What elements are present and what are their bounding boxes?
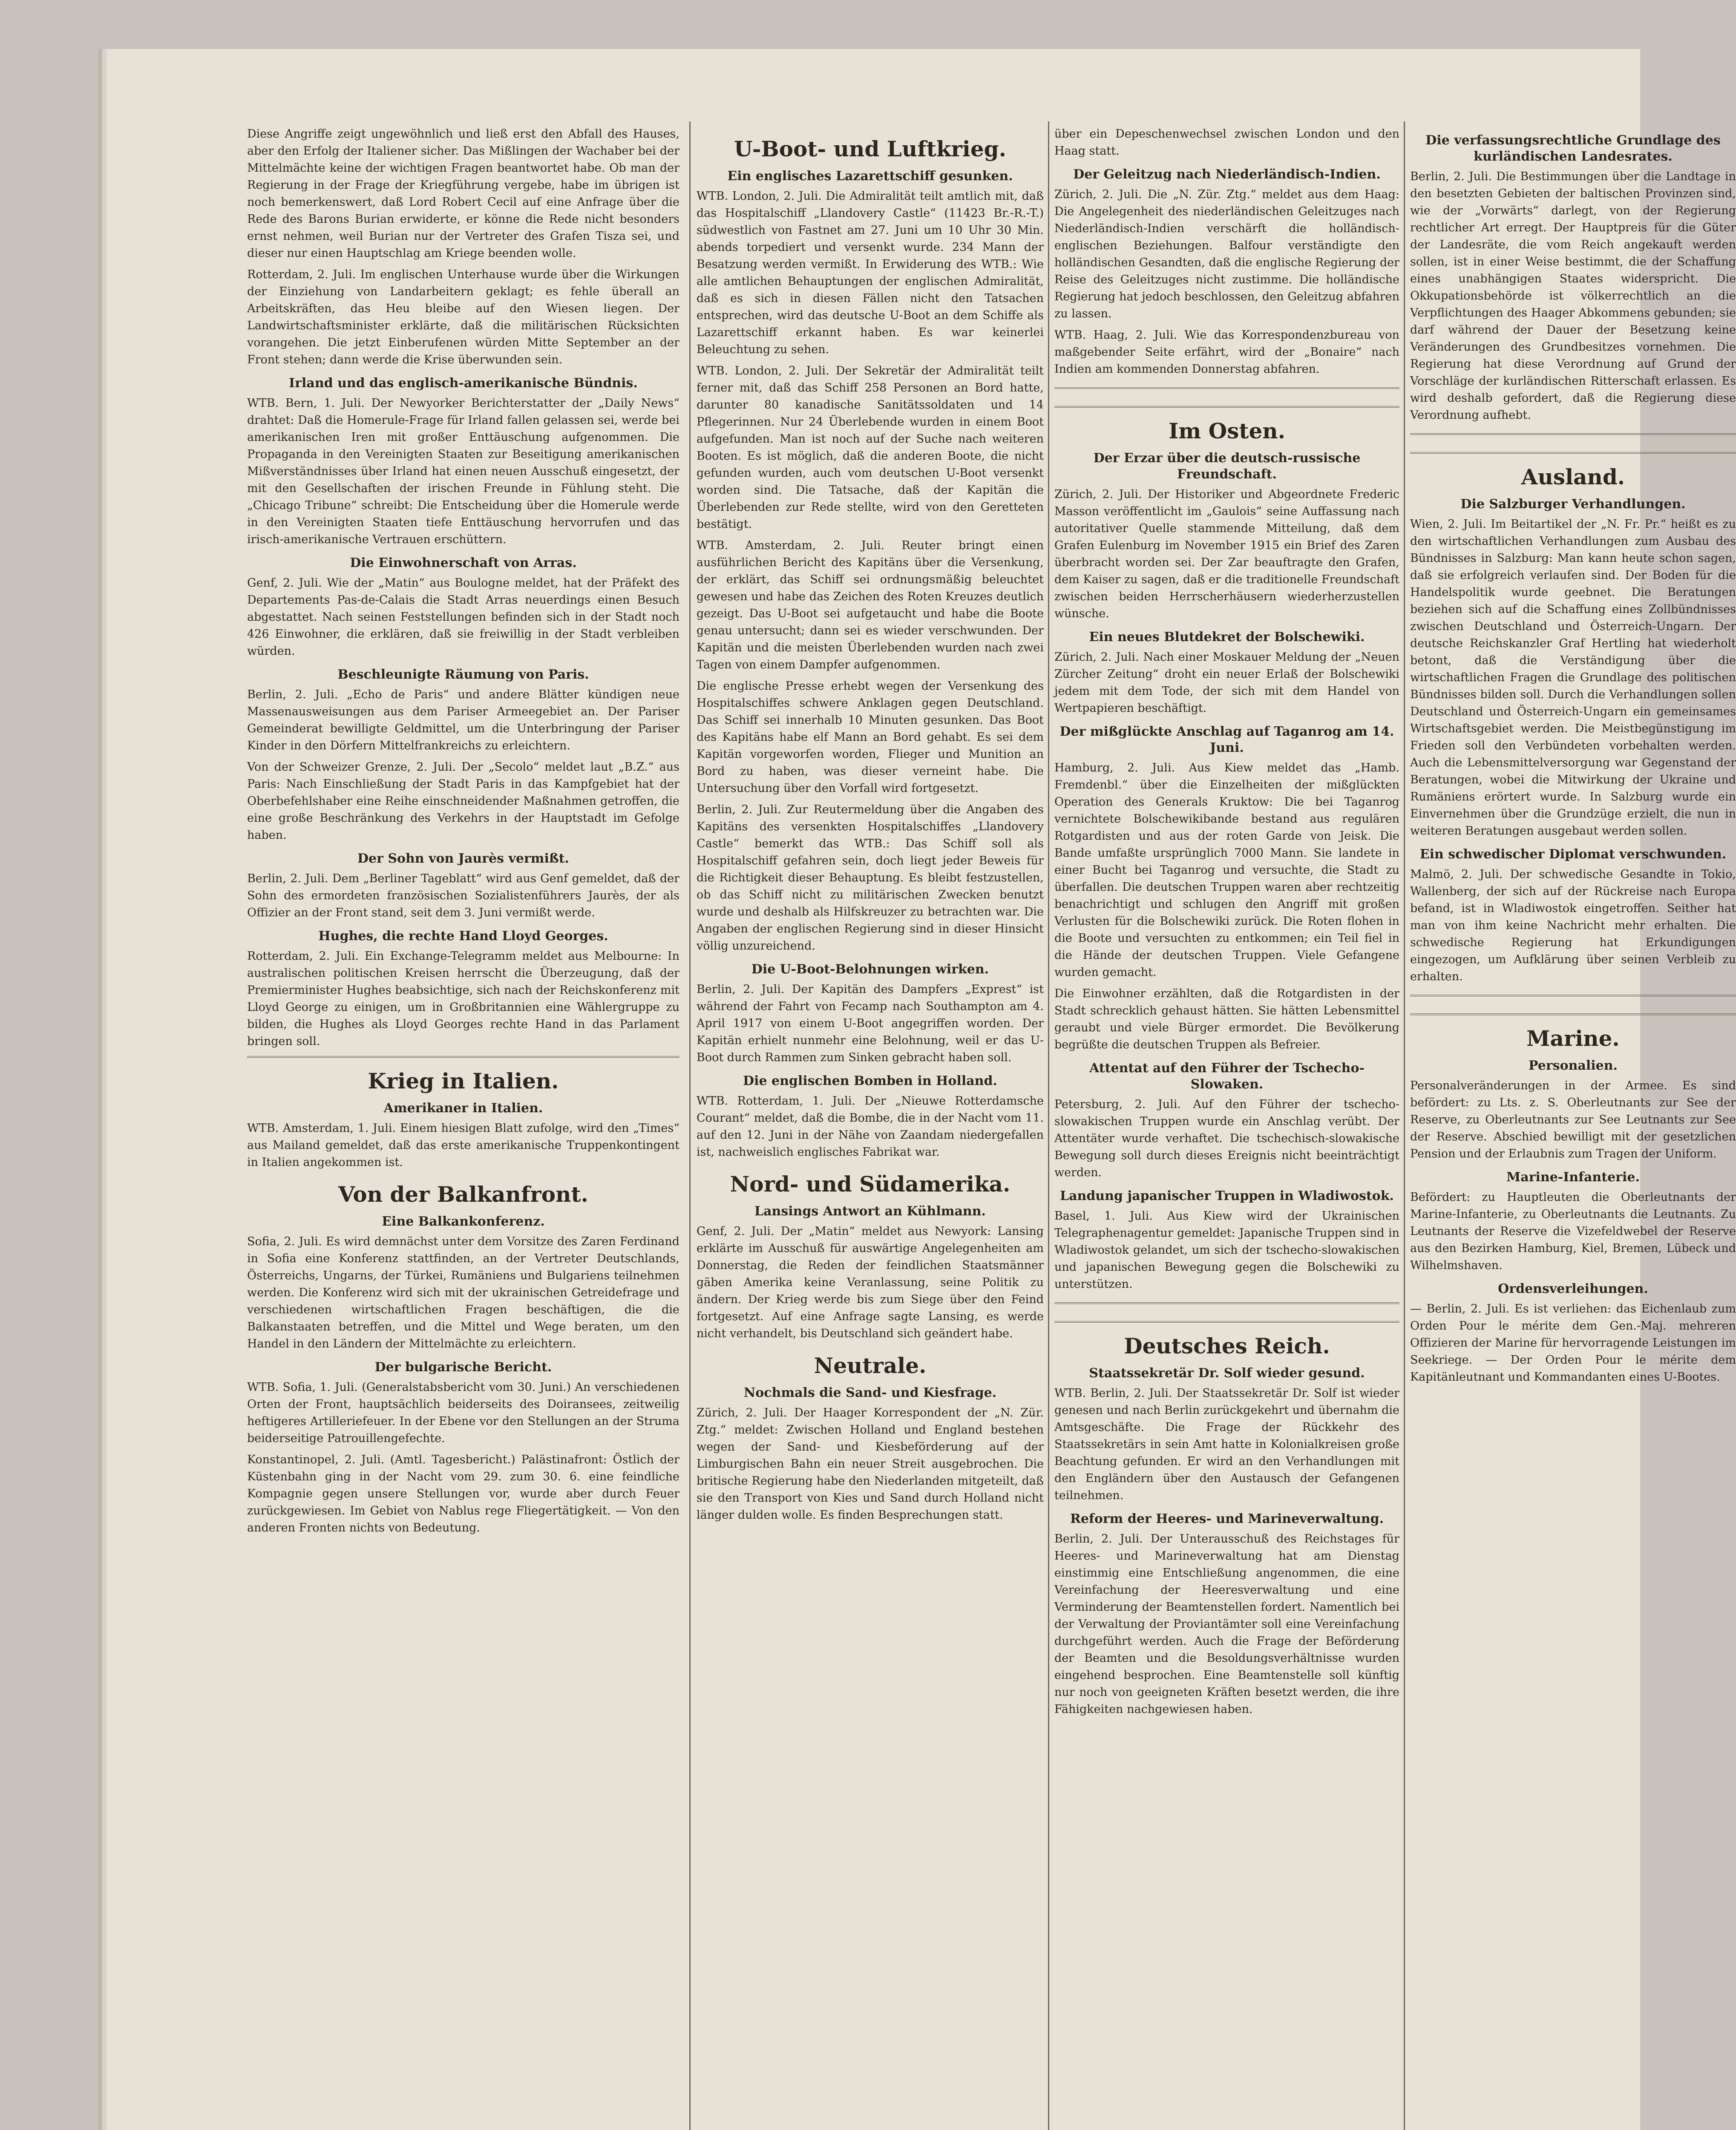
- subheading: Staatssekretär Dr. Solf wieder gesund.: [1089, 1366, 1365, 1381]
- heading-bar: [1054, 1302, 1399, 1323]
- section-heading: Krieg in Italien.: [368, 1068, 559, 1094]
- subheading: Reform der Heeres- und Marineverwaltung.: [1070, 1511, 1384, 1526]
- heading-bar: [1054, 387, 1399, 408]
- subheading: Die Einwohnerschaft von Arras.: [350, 556, 577, 570]
- section-heading: Marine.: [1526, 1026, 1620, 1051]
- article-paragraph: WTB. Amsterdam, 1. Juli. Einem hiesigen Blatt zufolge, wird den „Times“ aus Mailand gemeldet, daß das erste amerikanische Truppenkontingent in Italien angekommen ist.: [247, 1122, 679, 1169]
- subheading: Hughes, die rechte Hand Lloyd Georges.: [318, 929, 608, 944]
- article-paragraph: Berlin, 2. Juli. „Echo de Paris“ und andere Blätter kündigen neue Massenausweisungen aus dem Pariser Armeegebiet an. Der Pariser Gemeinderat bewilligte Geldmittel, um die Unterbringung der Pariser Kinder in den Dörfern Mittelfrankreichs zu erleichtern.: [247, 688, 679, 752]
- column-rule: [1048, 121, 1049, 2130]
- article-paragraph: Zürich, 2. Juli. Nach einer Moskauer Meldung der „Neuen Zürcher Zeitung“ droht ein neuer Erlaß der Bolschewiki jedem mit dem Tode, der sich mit dem Handel von Wertpapieren beschäftigt.: [1054, 651, 1399, 715]
- article-paragraph: Berlin, 2. Juli. Der Unterausschuß des Reichstages für Heeres- und Marineverwaltung hat am Dienstag einstimmig eine Entschließung angenommen, die eine Vereinfachung der Heeresverwaltung und eine Verminderung der Beamtenstellen fordert. Namentlich bei der Verwaltung der Proviantämter soll eine Vereinfachung durchgeführt werden. Auch die Frage der Beförderung der Beamten und die Besoldungsverhältnisse wurden eingehend besprochen. Eine Beamtenstelle soll künftig nur noch von geeigneten Kräften besetzt werden, die ihre Fähigkeiten nachgewiesen haben.: [1054, 1532, 1399, 1716]
- column-rule: [1404, 121, 1405, 2130]
- article-paragraph: Berlin, 2. Juli. Die Bestimmungen über die Landtage in den besetzten Gebieten der baltischen Provinzen sind, wie der „Vorwärts“ darlegt, von der Regierung rechtlicher Art erregt. Der Hauptpreis für die Güter der Landesräte, die vom Reich angekauft werden sollen, ist in einer Weise bestimmt, die der Schaffung eines unabhängigen Staates widerspricht. Die Okkupationsbehörde ist völkerrechtlich an die Verpflichtungen des Haager Abkommens gebunden; sie darf während der Dauer der Besetzung keine Veränderungen des Grundbesitzes vornehmen. Die Regierung hat diese Verordnung auf Grund der Vorschläge der kurländischen Ritterschaft erlassen. Es wird deshalb gefordert, daß die Regierung diese Verordnung aufhebt.: [1410, 170, 1736, 422]
- article-paragraph: WTB. London, 2. Juli. Der Sekretär der Admiralität teilt ferner mit, daß das Schiff 258 Personen an Bord hatte, darunter 80 kanadische Sanitätssoldaten und 14 Pflegerinnen. Nur 24 Überlebende wurden in einem Boot aufgefunden. Man ist noch auf der Suche nach weiteren Booten. Es ist möglich, daß die anderen Boote, die nicht gefunden wurden, auch vom deutschen U-Boot versenkt worden sind. Die Tatsache, daß der Kapitän die Überlebenden zur Rede stellte, wird von den Geretteten bestätigt.: [697, 364, 1044, 531]
- article-paragraph: Befördert: zu Hauptleuten die Oberleutnants der Marine-Infanterie, zu Oberleutnants die Leutnants. Zu Leutnants der Reserve die Vizefeldwebel der Reserve aus den Bezirken Hamburg, Kiel, Bremen, Lübeck und Wilhelmshaven.: [1410, 1191, 1736, 1272]
- subheading: Die englischen Bomben in Holland.: [743, 1074, 997, 1088]
- article-paragraph: Berlin, 2. Juli. Zur Reutermeldung über die Angaben des Kapitäns des versenkten Hospitalschiffes „Llandovery Castle“ bemerkt das WTB.: Das Schiff soll als Hospitalschiff gefahren sein, doch liegt jeder Beweis für die Richtigkeit dieser Behauptung. Es bleibt festzustellen, ob das Schiff nicht zu militärischen Zwecken benutzt wurde und deshalb als Hilfskreuzer zu betrachten war. Die Angaben der englischen Regierung sind in dieser Hinsicht völlig unzureichend.: [697, 803, 1044, 953]
- subheading: Amerikaner in Italien.: [383, 1101, 543, 1116]
- subheading: Irland und das englisch-amerikanische Bündnis.: [289, 376, 638, 391]
- subheading: Beschleunigte Räumung von Paris.: [337, 667, 589, 682]
- article-paragraph: WTB. Amsterdam, 2. Juli. Reuter bringt einen ausführlichen Bericht des Kapitäns über die Versenkung, der erklärt, das Schiff sei ordnungsmäßig beleuchtet gewesen und habe das Zeichen des Roten Kreuzes deutlich gezeigt. Das U-Boot sei aufgetaucht und habe die Boote genau untersucht; dann sei es wieder verschwunden. Der Kapitän und die meisten Überlebenden wurden nach zwei Tagen von einem Dampfer aufgenommen.: [697, 539, 1044, 671]
- article-paragraph: Zürich, 2. Juli. Der Historiker und Abgeordnete Frederic Masson veröffentlicht im „Gaulois“ seine Auffassung nach autoritativer Quelle stammende Mitteilung, daß dem Grafen Eulenburg im November 1915 ein Brief des Zaren überbracht worden sei. Der Zar beauftragte den Grafen, dem Kaiser zu sagen, daß er die traditionelle Freundschaft zwischen beiden Herrscherhäusern wiederherzustellen wünsche.: [1054, 488, 1399, 620]
- subheading: Ein schwedischer Diplomat verschwunden.: [1419, 847, 1727, 862]
- subheading: Der bulgarische Bericht.: [374, 1360, 552, 1375]
- subheading: Personalien.: [1529, 1058, 1618, 1073]
- heading-bar: [1410, 433, 1736, 454]
- subheading: Landung japanischer Truppen in Wladiwostok.: [1059, 1189, 1394, 1203]
- article-paragraph: Genf, 2. Juli. Wie der „Matin“ aus Boulogne meldet, hat der Präfekt des Departements Pas-de-Calais die Stadt Arras neuerdings einen Besuch abgestattet. Nach seinen Feststellungen befinden sich in der Stadt noch 426 Einwohner, die erklären, daß sie freiwillig in der Stadt verbleiben würden.: [247, 576, 679, 658]
- column-4: [1410, 126, 1736, 1386]
- article-paragraph: Petersburg, 2. Juli. Auf den Führer der tschecho-slowakischen Truppen wurde ein Anschlag verübt. Der Attentäter wurde verhaftet. Die tschechisch-slowakische Bewegung soll durch dieses Ereignis nicht beeinträchtigt werden.: [1054, 1098, 1399, 1179]
- article-paragraph: Hamburg, 2. Juli. Aus Kiew meldet das „Hamb. Fremdenbl.“ über die Einzelheiten der mißglückten Operation des Generals Kruktow: Die bei Taganrog vernichtete Bolschewikibande bestand aus regulären Rotgardisten und aus der roten Garde von Jeisk. Die Bande umfaßte ursprünglich 7000 Mann. Sie landete in einer Bucht bei Taganrog und versuchte, die Stadt zu überfallen. Die deutschen Truppen waren aber rechtzeitig benachrichtigt und schlugen den Angriff mit großen Verlusten für die Bolschewiki zurück. Die Roten flohen in die Boote und versuchten zu entkommen; ein Teil fiel in die Hände der deutschen Truppen. Viele Gefangene wurden gemacht.: [1054, 761, 1399, 979]
- subheading: Marine-Infanterie.: [1506, 1170, 1640, 1185]
- article-paragraph: WTB. Sofia, 1. Juli. (Generalstabsbericht vom 30. Juni.) An verschiedenen Orten der Front, hauptsächlich beiderseits des Doiransees, zeitweilig heftigeres Artilleriefeuer. In der Ebene vor den Stellungen an der Struma beiderseitige Patrouillengefechte.: [247, 1381, 679, 1445]
- article-paragraph: Diese Angriffe zeigt ungewöhnlich und ließ erst den Abfall des Hauses, aber den Erfolg der Italiener sicher. Das Mißlingen der Wachaber bei der Mittelmächte keine der wichtigen Fragen beantwortet habe. Ob man der Regierung in der Frage der Kriegführung vergebe, habe im übrigen ist noch bemerkenswert, daß Lord Robert Cecil auf eine Anfrage über die Rede des Barons Burian erwiderte, er könne die Rede nicht besonders ernst nehmen, weil Burian nur der Vertreter des Grafen Tisza sei, und dieser nur einen Hauptschlag am Kriege beenden wolle.: [247, 127, 679, 260]
- subheading: Die U-Boot-Belohnungen wirken.: [751, 962, 989, 977]
- article-paragraph: Genf, 2. Juli. Der „Matin“ meldet aus Newyork: Lansing erklärte im Ausschuß für auswärtige Angelegenheiten am Donnerstag, die Reden der feindlichen Staatsmänner gäben Amerika keine Veranlassung, seine Politik zu ändern. Der Krieg werde bis zum Siege über den Feind fortgesetzt. Auf eine Anfrage sagte Lansing, es werde nicht verhandelt, bis Deutschland sich geändert habe.: [697, 1225, 1044, 1340]
- section-divider: [247, 1056, 679, 1058]
- subheading: Ein englisches Lazarettschiff gesunken.: [727, 169, 1013, 184]
- subheading: Die verfassungsrechtliche Grundlage des kurländischen Landesrates.: [1425, 133, 1721, 164]
- subheading: Ein neues Blutdekret der Bolschewiki.: [1089, 630, 1365, 645]
- section-heading: Nord- und Südamerika.: [730, 1172, 1011, 1197]
- subheading: Lansings Antwort an Kühlmann.: [754, 1204, 986, 1219]
- article-paragraph: Die englische Presse erhebt wegen der Versenkung des Hospitalschiffes schwere Anklagen gegen Deutschland. Das Schiff sei innerhalb 10 Minuten gesunken. Das Boot des Kapitäns habe elf Mann an Bord gehabt. Es sei dem Kapitän vorgeworfen worden, Flieger und Munition an Bord zu haben, was dieser verneint habe. Die Untersuchung über den Vorfall wird fortgesetzt.: [697, 679, 1044, 795]
- column-3: [1054, 126, 1399, 1718]
- article-paragraph: Zürich, 2. Juli. Die „N. Zür. Ztg.“ meldet aus dem Haag: Die Angelegenheit des niederländischen Geleitzuges nach Niederländisch-Indien verschärft die holländisch-englischen Beziehungen. Balfour verständigte den holländischen Gesandten, daß die englische Regierung der Reise des Geleitzuges nicht zustimme. Die holländische Regierung hat jedoch beschlossen, den Geleitzug abfahren zu lassen.: [1054, 188, 1399, 320]
- article-paragraph: Wien, 2. Juli. Im Beitartikel der „N. Fr. Pr.“ heißt es zu den wirtschaftlichen Verhandlungen zum Ausbau des Bündnisses in Salzburg: Man kann heute schon sagen, daß sie erfolgreich verlaufen sind. Der Boden für die Handelspolitik wurde geebnet. Die Beratungen beziehen sich auf die Schaffung eines Zollbündnisses zwischen Deutschland und Österreich-Ungarn. Der deutsche Reichskanzler Graf Hertling hat wiederholt betont, daß die Verständigung über die wirtschaftlichen Fragen die Grundlage des politischen Bündnisses bilden soll. Durch die Verhandlungen sollen Deutschland und Österreich-Ungarn ein gemeinsames Wirtschaftsgebiet werden. Die Meistbegünstigung im Frieden soll den Verbündeten vorbehalten werden. Auch die Lebensmittelversorgung war Gegenstand der Beratungen, wobei die Mitwirkung der Ukraine und Rumäniens erörtert wurde. In Salzburg wurde ein Einvernehmen über die Grundzüge erzielt, die nun in weiteren Beratungen ausgebaut werden sollen.: [1410, 518, 1736, 838]
- article-paragraph: Berlin, 2. Juli. Der Kapitän des Dampfers „Exprest“ ist während der Fahrt von Fecamp nach Southampton am 4. April 1917 von einem U-Boot angegriffen worden. Der Kapitän erhielt nunmehr eine Belohnung, weil er das U-Boot durch Rammen zum Sinken gebracht haben soll.: [697, 983, 1044, 1064]
- article-paragraph: über ein Depeschenwechsel zwischen London und den Haag statt.: [1054, 127, 1399, 158]
- section-heading: Ausland.: [1521, 464, 1625, 489]
- column-2: [697, 126, 1044, 1524]
- article-paragraph: WTB. Berlin, 2. Juli. Der Staatssekretär Dr. Solf ist wieder genesen und nach Berlin zurückgekehrt und übernahm die Amtsgeschäfte. Die Frage der Rückkehr des Staatssekretärs in sein Amt hatte in Kolonialkreisen große Beachtung gefunden. Er wird an den Verhandlungen mit den Engländern über den Austausch der Gefangenen teilnehmen.: [1054, 1387, 1399, 1502]
- article-paragraph: Sofia, 2. Juli. Es wird demnächst unter dem Vorsitze des Zaren Ferdinand in Sofia eine Konferenz stattfinden, an der Vertreter Deutschlands, Österreichs, Ungarns, der Türkei, Rumäniens und Bulgariens teilnehmen werden. Die Konferenz wird sich mit der ukrainischen Getreidefrage und verschiedenen wirtschaftlichen Fragen beschäftigen, die die Balkanstaaten betreffen, und die Mittel und Wege beraten, um den Handel in den Ländern der Mittelmächte zu erleichtern.: [247, 1235, 679, 1350]
- article-paragraph: Zürich, 2. Juli. Der Haager Korrespondent der „N. Zür. Ztg.“ meldet: Zwischen Holland und England bestehen wegen der Sand- und Kiesbeförderung auf der Limburgischen Bahn ein neuer Streit ausgebrochen. Die britische Regierung habe den Niederlanden mitgeteilt, daß sie den Transport von Kies und Sand durch Holland nicht länger dulden wolle. Es finden Besprechungen statt.: [697, 1406, 1044, 1522]
- article-paragraph: Malmö, 2. Juli. Der schwedische Gesandte in Tokio, Wallenberg, der sich auf der Rückreise nach Europa befand, ist in Wladiwostok eingetroffen. Seither hat man von ihm keine Nachricht mehr erhalten. Die schwedische Regierung hat Erkundigungen eingezogen, um Aufklärung über seinen Verbleib zu erhalten.: [1410, 868, 1736, 983]
- article-paragraph: Rotterdam, 2. Juli. Ein Exchange-Telegramm meldet aus Melbourne: In australischen politischen Kreisen herrscht die Überzeugung, daß der Premierminister Hughes beabsichtige, sich nach der Reichskonferenz mit Lloyd George zu einigen, um in Großbritannien eine Wählergruppe zu bilden, die Hughes als Lloyd Georges rechte Hand in das Parlament bringen soll.: [247, 950, 679, 1048]
- subheading: Eine Balkankonferenz.: [382, 1214, 545, 1229]
- article-paragraph: Basel, 1. Juli. Aus Kiew wird der Ukrainischen Telegraphenagentur gemeldet: Japanische Truppen sind in Wladiwostok gelandet, um sich der tschecho-slowakischen und japanischen Bewegung gegen die Bolschewiki zu unterstützen.: [1054, 1209, 1399, 1291]
- column-rule: [689, 121, 691, 2130]
- section-heading: Deutsches Reich.: [1124, 1333, 1330, 1359]
- article-paragraph: Rotterdam, 2. Juli. Im englischen Unterhause wurde über die Wirkungen der Einziehung von Landarbeitern geklagt; es fehle überall an Arbeitskräften, das Heu bleibe auf den Wiesen liegen. Der Landwirtschaftsminister erklärte, daß die militärischen Rücksichten vorangehen. Die jetzt Einberufenen würden Mitte September an der Front stehen; dann werde die Krise überwunden sein.: [247, 268, 679, 366]
- column-1: [247, 126, 679, 1537]
- article-paragraph: WTB. London, 2. Juli. Die Admiralität teilt amtlich mit, daß das Hospitalschiff „Llandovery Castle“ (11423 Br.-R.-T.) südwestlich von Fastnet am 27. Juni um 10 Uhr 30 Min. abends torpediert und versenkt wurde. 234 Mann der Besatzung werden vermißt. In Erwiderung des WTB.: Wie alle amtlichen Behauptungen der englischen Admiralität, daß es sich in diesen Fällen nicht den Tatsachen entsprechen, wird das deutsche U-Boot an dem Schiffe als Lazarettschiff erkannt haben. Es war keinerlei Beleuchtung zu sehen.: [697, 190, 1044, 356]
- subheading: Der Erzar über die deutsch-russische Freundschaft.: [1093, 451, 1361, 482]
- article-paragraph: — Berlin, 2. Juli. Es ist verliehen: das Eichenlaub zum Orden Pour le mérite dem Gen.-Maj. mehreren Offizieren der Marine für hervorragende Leistungen im Seekriege. — Der Orden Pour le mérite dem Kapitänleutnant und Kommandanten eines U-Bootes.: [1410, 1302, 1736, 1384]
- subheading: Der Sohn von Jaurès vermißt.: [357, 851, 570, 866]
- section-heading: Im Osten.: [1168, 418, 1286, 443]
- article-paragraph: WTB. Rotterdam, 1. Juli. Der „Nieuwe Rotterdamsche Courant“ meldet, daß die Bombe, die in der Nacht vom 11. auf den 12. Juni in der Nähe von Zaandam niedergefallen ist, nachweislich englisches Fabrikat war.: [697, 1094, 1044, 1159]
- subheading: Die Salzburger Verhandlungen.: [1460, 497, 1686, 512]
- article-paragraph: Von der Schweizer Grenze, 2. Juli. Der „Secolo“ meldet laut „B.Z.“ aus Paris: Nach Einschließung der Stadt Paris in das Kampfgebiet hat der Oberbefehlshaber eine Reihe einschneidender Maßnahmen getroffen, die eine große Beschränkung des Verkehrs in der Hauptstadt im Gefolge haben.: [247, 760, 679, 842]
- section-heading: Von der Balkanfront.: [338, 1182, 588, 1207]
- section-heading: Neutrale.: [814, 1353, 927, 1378]
- subheading: Der mißglückte Anschlag auf Taganrog am 14. Juni.: [1059, 724, 1394, 755]
- newspaper-page: [107, 49, 1736, 2130]
- section-heading: U-Boot- und Luftkrieg.: [734, 136, 1007, 161]
- subheading: Attentat auf den Führer der Tschecho-Slowaken.: [1089, 1061, 1365, 1092]
- article-paragraph: WTB. Haag, 2. Juli. Wie das Korrespondenzbureau von maßgebender Seite erfährt, wird der „Bonaire“ nach Indien am kommenden Donnerstag abfahren.: [1054, 328, 1399, 376]
- article-paragraph: WTB. Bern, 1. Juli. Der Newyorker Berichterstatter der „Daily News“ drahtet: Daß die Homerule-Frage für Irland fallen gelassen sei, werde bei amerikanischen Iren mit großer Enttäuschung aufgenommen. Die Propaganda in den Vereinigten Staaten zur Beseitigung amerikanischen Mißverständnisses über Irland hat einen neuen Ausschuß eingesetzt, der mit den Gesellschaften der irischen Freunde in Fühlung steht. Die „Chicago Tribune“ schreibt: Die Entscheidung über die Homerule werde in den Vereinigten Staaten tiefe Enttäuschung hervorrufen und das irisch-amerikanische Vertrauen erschüttern.: [247, 397, 679, 546]
- article-paragraph: Berlin, 2. Juli. Dem „Berliner Tageblatt“ wird aus Genf gemeldet, daß der Sohn des ermordeten französischen Sozialistenführers Jaurès, der als Offizier an der Front stand, seit dem 3. Juni vermißt werde.: [247, 872, 679, 919]
- subheading: Ordensverleihungen.: [1498, 1281, 1648, 1296]
- subheading: Der Geleitzug nach Niederländisch-Indien.: [1073, 167, 1381, 182]
- article-paragraph: Konstantinopel, 2. Juli. (Amtl. Tagesbericht.) Palästinafront: Östlich der Küstenbahn ging in der Nacht vom 29. zum 30. 6. eine feindliche Kompagnie gegen unsere Stellungen vor, wurde aber durch Feuer zurückgewiesen. Im Gebiet von Nablus rege Fliegertätigkeit. — Von den anderen Fronten nichts von Bedeutung.: [247, 1453, 679, 1534]
- article-paragraph: Die Einwohner erzählten, daß die Rotgardisten in der Stadt schrecklich gehaust hätten. Sie hätten Lebensmittel geraubt und viele Bürger ermordet. Die Bevölkerung begrüßte die deutschen Truppen als Befreier.: [1054, 987, 1399, 1051]
- heading-bar: [1410, 995, 1736, 1015]
- article-paragraph: Personalveränderungen in der Armee. Es sind befördert: zu Lts. z. S. Oberleutnants zur See der Reserve, zu Oberleutnants zur See Leutnants zur See der Reserve. Abschied bewilligt mit der gesetzlichen Pension und der Erlaubnis zum Tragen der Uniform.: [1410, 1079, 1736, 1160]
- subheading: Nochmals die Sand- und Kiesfrage.: [743, 1385, 997, 1400]
